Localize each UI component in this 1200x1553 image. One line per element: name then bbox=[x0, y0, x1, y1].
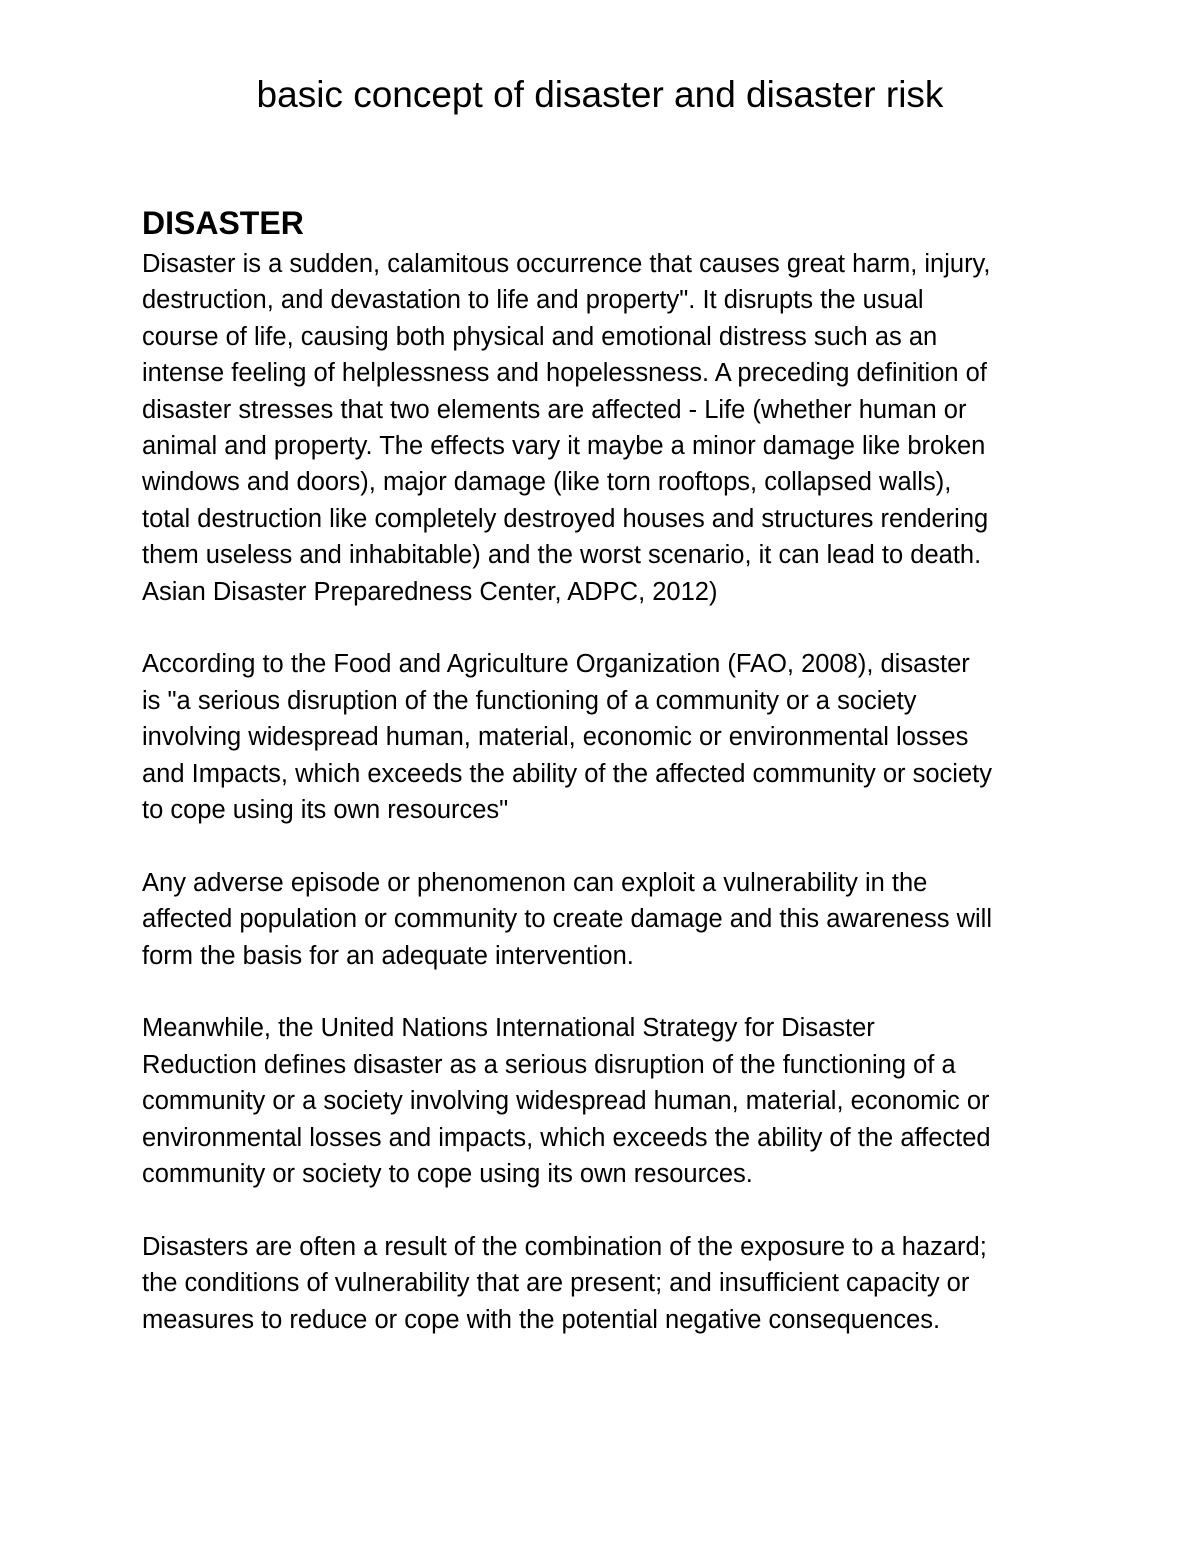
paragraph-fao-definition: According to the Food and Agriculture Organization (FAO, 2008), disaster is "a serious disruption of the functioning of a community or a society involving widespread human, material, economic or environmental losses and Impacts, which exceeds the ability of the affected community or society to cope using its own resources" bbox=[142, 650, 992, 825]
paragraph-vulnerability: Any adverse episode or phenomenon can exploit a vulnerability in the affected population or community to create damage and this awareness will form the basis for an adequate intervention. bbox=[142, 868, 993, 970]
document-title: basic concept of disaster and disaster risk bbox=[256, 74, 944, 115]
paragraph-disaster-causes: Disasters are often a result of the combination of the exposure to a hazard; the conditions of vulnerability that are present; and insufficient capacity or measures to reduce or cope with the potential negative consequences. bbox=[142, 1232, 987, 1334]
paragraph-disaster-definition: Disaster is a sudden, calamitous occurrence that causes great harm, injury, destruction, and devastation to life and property". It disrupts the usual course of life, causing both physical and emotional distress such as an intense feeling of helplessness and hopelessness. A preceding definition of disaster stresses that two elements are affected - Life (whether human or animal and property. The effects vary it maybe a minor damage like broken windows and doors), major damage (like torn rooftops, collapsed walls), total destruction like completely destroyed houses and structures rendering them useless and inhabitable) and the worst scenario, it can lead to death. Asian Disaster Preparedness Center, ADPC, 2012) bbox=[142, 250, 991, 606]
paragraph-un-isdr-definition: Meanwhile, the United Nations International Strategy for Disaster Reduction defines disaster as a serious disruption of the functioning of a community or a society involving widespread human, material, economic or environmental losses and impacts, which exceeds the ability of the affected community or society to cope using its own resources. bbox=[142, 1014, 991, 1189]
section-heading: DISASTER bbox=[142, 205, 304, 241]
document-body bbox=[142, 200, 1072, 1375]
